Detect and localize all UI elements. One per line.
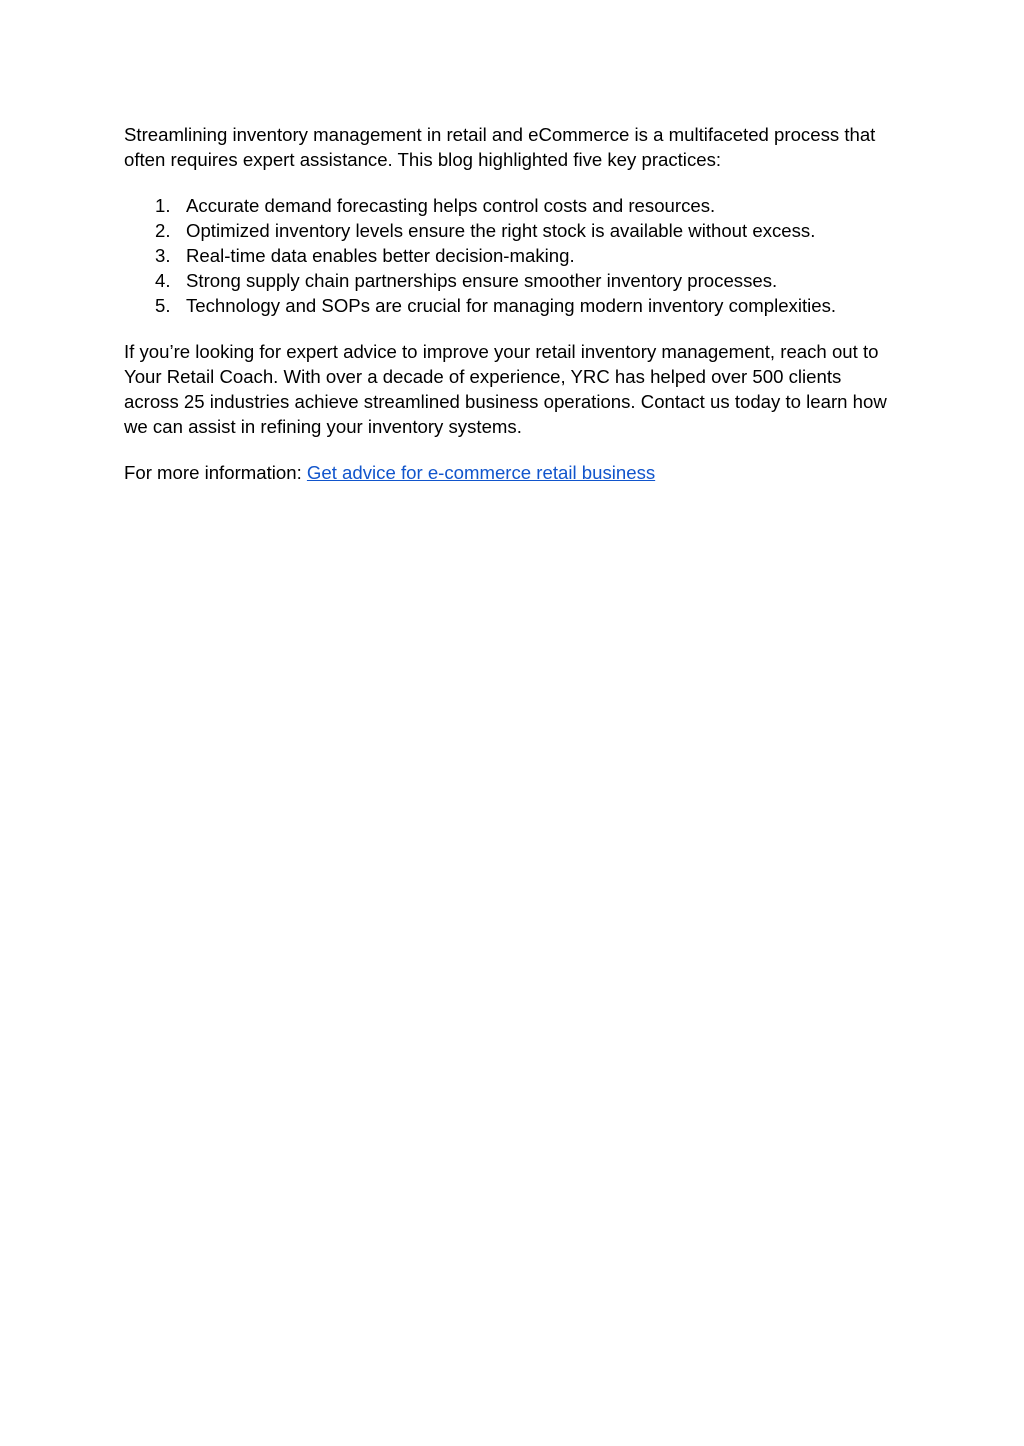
list-item-number: 2.	[155, 220, 171, 241]
cta-line-2: Your Retail Coach. With over a decade of experience, YRC has helped over 500 clients	[124, 366, 842, 387]
intro-line-1: Streamlining inventory management in retail and eCommerce is a multifaceted process that	[124, 124, 876, 145]
list-item	[124, 193, 914, 218]
document-body	[124, 122, 914, 506]
list-item-number: 4.	[155, 270, 171, 291]
list-item	[124, 268, 914, 293]
list-item-number: 3.	[155, 245, 171, 266]
list-item-text: Accurate demand forecasting helps control costs and resources.	[186, 195, 716, 216]
list-item-text: Technology and SOPs are crucial for managing modern inventory complexities.	[186, 295, 837, 316]
more-info-label: For more information:	[124, 462, 307, 483]
list-item-text: Strong supply chain partnerships ensure smoother inventory processes.	[186, 270, 778, 291]
advice-link[interactable]: Get advice for e-commerce retail business	[306, 462, 656, 483]
cta-line-3: across 25 industries achieve streamlined business operations. Contact us today to learn how	[124, 391, 887, 412]
list-item	[124, 218, 914, 243]
intro-paragraph	[124, 122, 914, 172]
cta-line-4: we can assist in refining your inventory systems.	[124, 416, 522, 437]
list-item-number: 5.	[155, 295, 171, 316]
practices-list	[124, 193, 914, 318]
list-item	[124, 243, 914, 268]
list-item-text: Real-time data enables better decision-making.	[186, 245, 575, 266]
more-info-paragraph	[124, 460, 914, 485]
intro-line-2: often requires expert assistance. This blog highlighted five key practices:	[124, 149, 722, 170]
list-item-text: Optimized inventory levels ensure the right stock is available without excess.	[186, 220, 816, 241]
cta-paragraph	[124, 339, 914, 439]
list-item	[124, 293, 914, 318]
list-item-number: 1.	[155, 195, 171, 216]
cta-line-1: If you’re looking for expert advice to improve your retail inventory management, reach out to	[124, 341, 879, 362]
